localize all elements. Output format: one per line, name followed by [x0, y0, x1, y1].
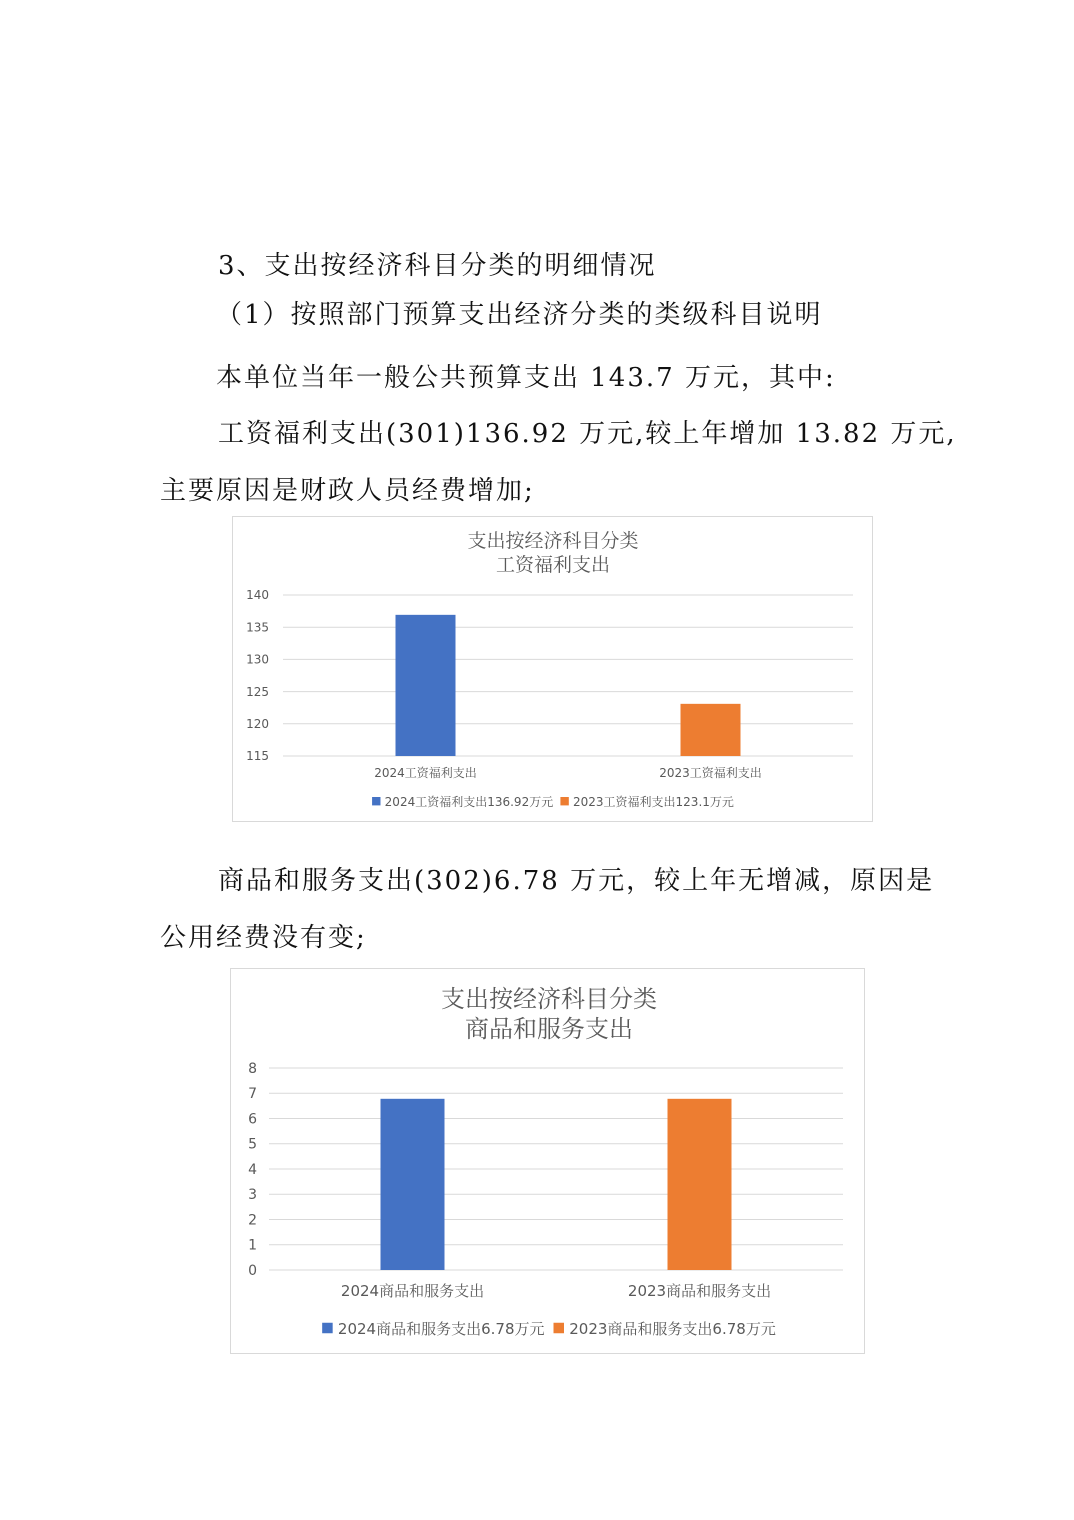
legend-label: 2023工资福利支出123.1万元: [573, 795, 734, 809]
chart-title: 支出按经济科目分类: [467, 530, 639, 552]
x-category-label: 2024工资福利支出: [374, 766, 477, 780]
y-tick-label: 6: [248, 1111, 257, 1128]
paragraph-salary-line1: 工资福利支出(301)136.92 万元,较上年增加 13.82 万元,: [218, 419, 957, 449]
chart-subtitle: 工资福利支出: [495, 554, 611, 576]
y-tick-label: 8: [248, 1060, 257, 1077]
x-category-label: 2023商品和服务支出: [627, 1282, 772, 1300]
y-tick-label: 120: [246, 717, 269, 731]
chart-salary-welfare-svg: [233, 517, 874, 823]
bar-0: [396, 615, 456, 756]
y-tick-label: 2: [248, 1212, 257, 1229]
y-tick-label: 140: [246, 588, 269, 603]
legend: [322, 1320, 776, 1338]
y-tick-label: 1: [248, 1237, 257, 1254]
legend-swatch: [372, 797, 380, 805]
chart-goods-services-svg: [231, 969, 866, 1355]
y-tick-label: 0: [248, 1262, 257, 1279]
y-tick-label: 5: [248, 1136, 257, 1153]
legend-label: 2023商品和服务支出6.78万元: [569, 1320, 776, 1338]
bar-0: [381, 1099, 445, 1270]
y-tick-label: 135: [246, 620, 269, 635]
section-heading: 3、支出按经济科目分类的明细情况: [218, 251, 657, 281]
chart-title: 支出按经济科目分类: [441, 985, 657, 1013]
legend-label: 2024工资福利支出136.92万元: [384, 795, 554, 809]
y-tick-label: 7: [248, 1086, 257, 1103]
paragraph-goods-services-line1: 商品和服务支出(302)6.78 万元，较上年无增减，原因是: [218, 866, 935, 896]
x-category-label: 2023工资福利支出: [659, 766, 762, 780]
y-tick-label: 3: [248, 1187, 257, 1204]
paragraph-total-expenditure: 本单位当年一般公共预算支出 143.7 万元，其中:: [216, 363, 836, 393]
y-tick-label: 4: [248, 1161, 257, 1178]
legend-swatch: [554, 1323, 565, 1334]
bar-1: [681, 704, 741, 756]
subsection-heading: （1）按照部门预算支出经济分类的类级科目说明: [216, 300, 823, 330]
chart-salary-welfare: [232, 516, 873, 822]
x-category-label: 2024商品和服务支出: [340, 1282, 485, 1300]
legend-label: 2024商品和服务支出6.78万元: [337, 1320, 545, 1338]
paragraph-goods-services-line2: 公用经费没有变;: [160, 923, 367, 953]
legend-swatch: [560, 797, 568, 805]
legend: [372, 794, 734, 809]
chart-subtitle: 商品和服务支出: [465, 1015, 633, 1043]
y-tick-label: 125: [246, 684, 269, 699]
paragraph-salary-line2: 主要原因是财政人员经费增加;: [160, 476, 535, 506]
bar-1: [668, 1099, 732, 1270]
chart-goods-services: [230, 968, 865, 1354]
y-tick-label: 115: [246, 749, 269, 764]
y-tick-label: 130: [246, 652, 269, 667]
legend-swatch: [322, 1323, 333, 1334]
